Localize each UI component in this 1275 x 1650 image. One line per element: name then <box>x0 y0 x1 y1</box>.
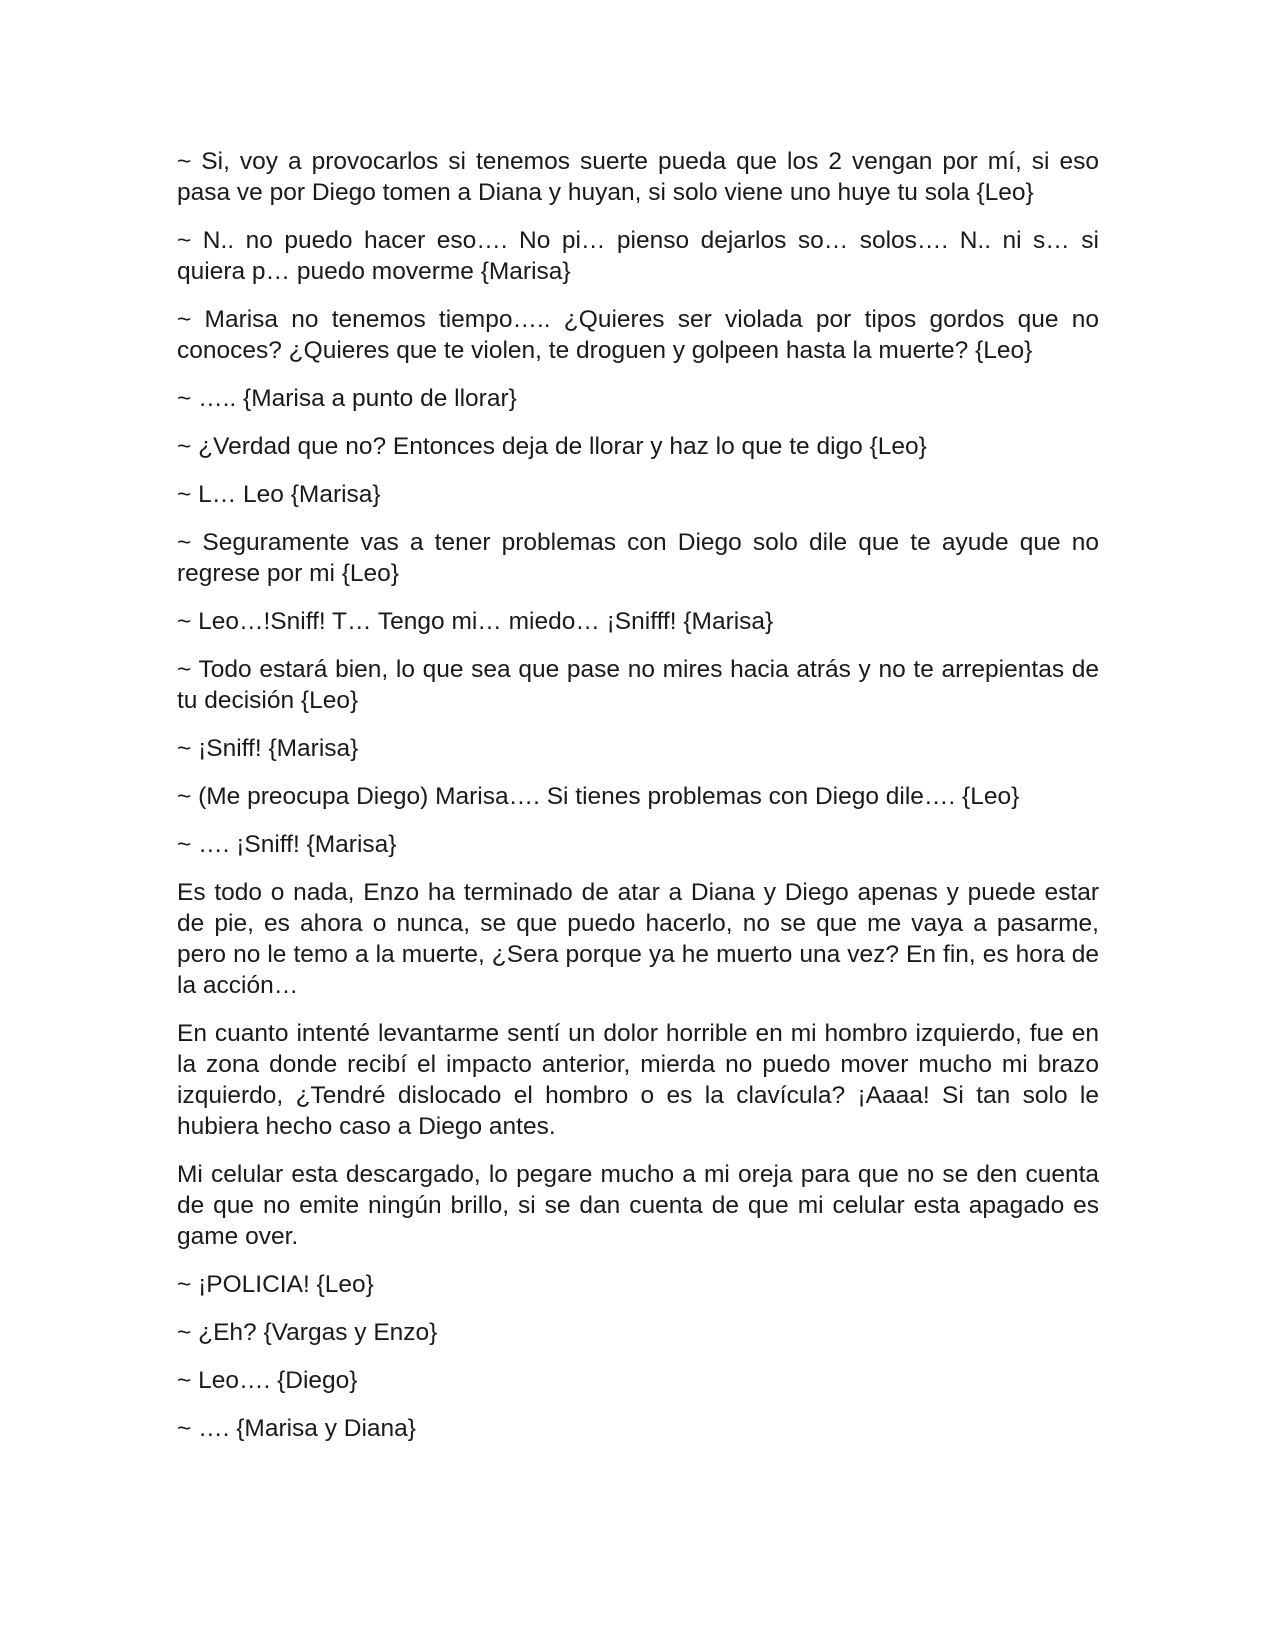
dialogue-line: ~ ¡POLICIA! {Leo} <box>177 1271 374 1298</box>
narration-paragraph: Es todo o nada, Enzo ha terminado de atar a Diana y Diego apenas y puede estar de pie, es ahora o nunca, se que puedo hacerlo, no se que me vaya a pasarme, pero no le temo a la muerte, ¿Sera porque ya he muerto una vez? En fin, es hora de la acción… <box>177 879 1099 999</box>
dialogue-line: ~ ¿Eh? {Vargas y Enzo} <box>177 1319 438 1346</box>
dialogue-line: ~ …. {Marisa y Diana} <box>177 1415 416 1442</box>
dialogue-line: ~ (Me preocupa Diego) Marisa…. Si tienes problemas con Diego dile…. {Leo} <box>177 783 1020 810</box>
dialogue-line: ~ N.. no puedo hacer eso…. No pi… pienso dejarlos so… solos…. N.. ni s… si quiera p… puedo moverme {Marisa} <box>177 227 1099 285</box>
dialogue-line: ~ Leo…. {Diego} <box>177 1367 358 1394</box>
dialogue-line: ~ Todo estará bien, lo que sea que pase no mires hacia atrás y no te arrepientas de tu decisión {Leo} <box>177 656 1099 714</box>
narration-paragraph: Mi celular esta descargado, lo pegare mucho a mi oreja para que no se den cuenta de que no emite ningún brillo, si se dan cuenta de que mi celular esta apagado es game over. <box>177 1161 1099 1250</box>
dialogue-line: ~ ….. {Marisa a punto de llorar} <box>177 385 517 412</box>
dialogue-line: ~ ¡Sniff! {Marisa} <box>177 735 359 762</box>
dialogue-line: ~ L… Leo {Marisa} <box>177 481 381 508</box>
dialogue-line: ~ Leo…!Sniff! T… Tengo mi… miedo… ¡Snifff! {Marisa} <box>177 608 774 635</box>
dialogue-line: ~ Si, voy a provocarlos si tenemos suerte pueda que los 2 vengan por mí, si eso pasa ve por Diego tomen a Diana y huyan, si solo viene uno huye tu sola {Leo} <box>177 148 1099 206</box>
dialogue-line: ~ ¿Verdad que no? Entonces deja de llorar y haz lo que te digo {Leo} <box>177 433 927 460</box>
dialogue-line: ~ …. ¡Sniff! {Marisa} <box>177 831 397 858</box>
dialogue-line: ~ Marisa no tenemos tiempo….. ¿Quieres ser violada por tipos gordos que no conoces? ¿Quieres que te violen, te droguen y golpeen hasta la muerte? {Leo} <box>177 306 1099 364</box>
narration-paragraph: En cuanto intenté levantarme sentí un dolor horrible en mi hombro izquierdo, fue en la zona donde recibí el impacto anterior, mierda no puedo mover mucho mi brazo izquierdo, ¿Tendré dislocado el hombro o es la clavícula? ¡Aaaa! Si tan solo le hubiera hecho caso a Diego antes. <box>177 1020 1099 1140</box>
document-body <box>177 146 1099 1461</box>
dialogue-line: ~ Seguramente vas a tener problemas con Diego solo dile que te ayude que no regrese por mi {Leo} <box>177 529 1099 587</box>
